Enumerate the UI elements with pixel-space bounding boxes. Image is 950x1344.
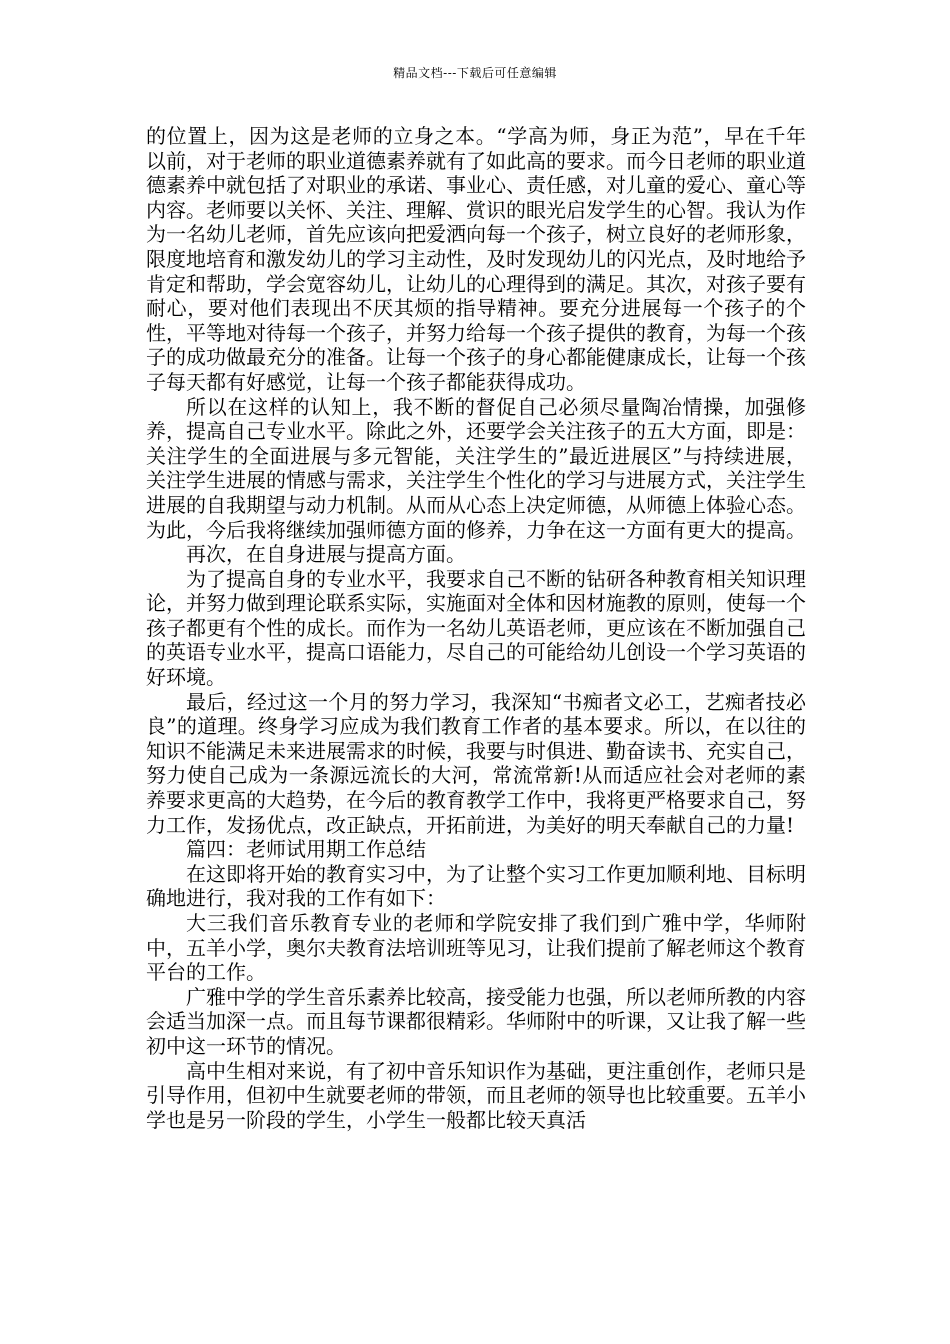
paragraph-2: 所以在这样的认知上，我不断的督促自己必须尽量陶冶情操，加强修养，提高自己专业水平。除此之外，还要学会关注孩子的五大方面，即是：关注学生的全面进展与多元智能，关注学生的”最近进展区”与持续进展，关注学生进展的情感与需求，关注学生个性化的学习与进展方式，关注学生进展的自我期望与动力机制。从而从心态上决定师德，从师德上体验心态。为此，今后我将继续加强师德方面的修养，力争在这一方面有更大的提高。 [146,394,806,542]
page-header: 精品文档---下载后可任意编辑 [393,66,557,80]
section-heading: 篇四：老师试用期工作总结 [186,837,426,862]
paragraph-8: 大三我们音乐教育专业的老师和学院安排了我们到广雅中学，华师附中，五羊小学，奥尔夫教育法培训班等见习，让我们提前了解老师这个教育平台的工作。 [146,911,806,985]
paragraph-3: 再次，在自身进展与提高方面。 [186,542,466,567]
paragraph-5: 最后，经过这一个月的努力学习，我深知“书痴者文必工，艺痴者技必良”的道理。终身学习应成为我们教育工作者的基本要求。所以，在以往的知识不能满足未来进展需求的时候，我要与时俱进、勤奋读书、充实自己，努力使自己成为一条源远流长的大河，常流常新!从而适应社会对老师的素养要求更高的大趋势，在今后的教育教学工作中，我将更严格要求自己，努力工作，发扬优点，改正缺点，开拓前进，为美好的明天奉献自己的力量! [146,689,806,837]
paragraph-10: 高中生相对来说，有了初中音乐知识作为基础，更注重创作，老师只是引导作用，但初中生就要老师的带领，而且老师的领导也比较重要。五羊小学也是另一阶段的学生，小学生一般都比较天真活 [146,1058,806,1132]
paragraph-4: 为了提高自身的专业水平，我要求自己不断的钻研各种教育相关知识理论，并努力做到理论联系实际，实施面对全体和因材施教的原则，使每一个孩子都更有个性的成长。而作为一名幼儿英语老师，更应该在不断加强自己的英语专业水平，提高口语能力，尽自己的可能给幼儿创设一个学习英语的好环境。 [146,566,806,690]
document-body [146,124,806,1132]
paragraph-9: 广雅中学的学生音乐素养比较高，接受能力也强，所以老师所教的内容会适当加深一点。而且每节课都很精彩。华师附中的听课，又让我了解一些初中这一环节的情况。 [146,984,806,1058]
paragraph-7: 在这即将开始的教育实习中，为了让整个实习工作更加顺利地、目标明确地进行，我对我的工作有如下： [146,861,806,911]
paragraph-1: 的位置上，因为这是老师的立身之本。“学高为师，身正为范”，早在千年以前，对于老师的职业道德素养就有了如此高的要求。而今日老师的职业道德素养中就包括了对职业的承诺、事业心、责任感，对儿童的爱心、童心等内容。老师要以关怀、关注、理解、赏识的眼光启发学生的心智。我认为作为一名幼儿老师，首先应该向把爱洒向每一个孩子，树立良好的老师形象，限度地培育和激发幼儿的学习主动性，及时发现幼儿的闪光点，及时地给予肯定和帮助，学会宽容幼儿，让幼儿的心理得到的满足。其次，对孩子要有耐心，要对他们表现出不厌其烦的指导精神。要充分进展每一个孩子的个性，平等地对待每一个孩子，并努力给每一个孩子提供的教育，为每一个孩子的成功做最充分的准备。让每一个孩子的身心都能健康成长，让每一个孩子每天都有好感觉，让每一个孩子都能获得成功。 [146,124,806,394]
